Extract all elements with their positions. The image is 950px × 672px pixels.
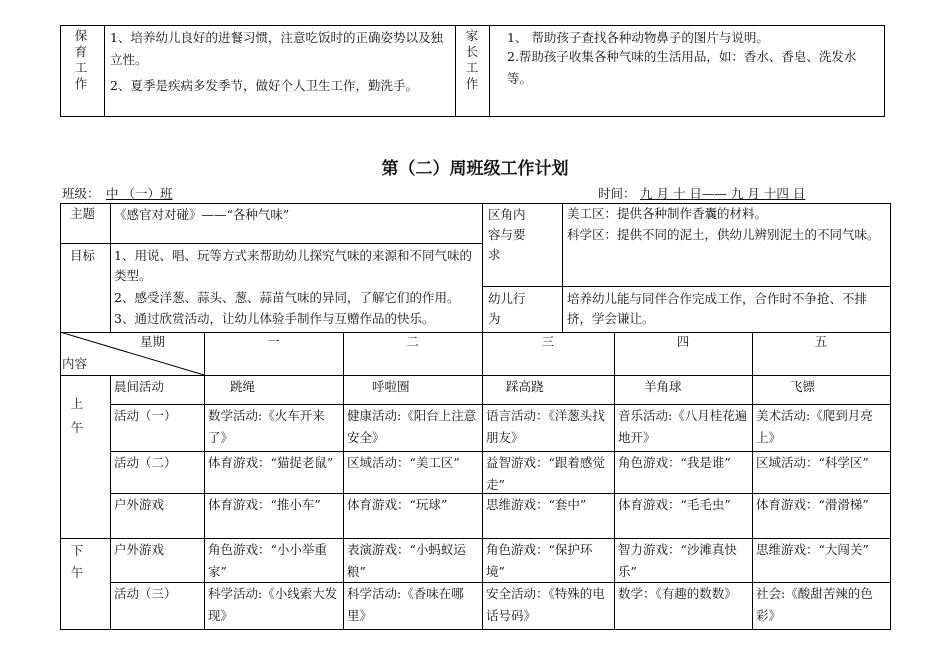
care-work-heading: 保育工作 [74, 28, 88, 91]
border [60, 25, 61, 117]
border [60, 116, 884, 117]
theme-label: 主题 [70, 206, 96, 221]
border [60, 25, 884, 26]
time-value: 九 月 十 日—— 九 月 十四 日 [640, 186, 806, 201]
border [60, 243, 482, 244]
border [482, 286, 890, 287]
schedule-cell: 体育游戏：“推小车” [208, 497, 321, 512]
schedule-cell: 思维游戏：“大闯关” [756, 542, 869, 557]
schedule-cell: 思维游戏：“套中” [486, 497, 587, 512]
care-work-item: 1、培养幼儿良好的进餐习惯，注意吃饭时的正确姿势以及独立性。 [110, 30, 443, 67]
schedule-cell: 体育游戏：“玩球” [347, 497, 448, 512]
border [204, 332, 205, 630]
schedule-cell: 美术活动:《爬到月亮上》 [756, 408, 873, 445]
area-label: 区角内容与要求 [488, 207, 526, 262]
corner-weekday: 星期 [140, 334, 166, 349]
schedule-cell: 音乐活动:《八月桂花遍地开》 [618, 408, 748, 445]
schedule-cell: 踩高跷 [506, 379, 544, 394]
row-label: 户外游戏 [114, 497, 165, 512]
schedule-cell: 健康活动:《阳台上注意安全》 [347, 408, 477, 445]
border [482, 332, 483, 630]
border [890, 332, 891, 630]
day-header: 四 [676, 334, 690, 349]
schedule-cell: 区域活动：“科学区” [756, 455, 869, 470]
schedule-cell: 安全活动：《特殊的电话号码》 [486, 586, 605, 623]
schedule-cell: 角色游戏：“保护环境” [486, 542, 593, 579]
morning-label: 上午 [70, 396, 84, 435]
schedule-cell: 社会:《酸甜苦辣的色彩》 [756, 586, 873, 623]
row-label: 户外游戏 [114, 542, 165, 557]
schedule-cell: 跳绳 [230, 379, 256, 394]
schedule-cell: 智力游戏：“沙滩真快乐” [618, 542, 737, 579]
afternoon-label: 下午 [70, 543, 84, 580]
schedule-cell: 体育游戏：“猫捉老鼠” [208, 455, 334, 470]
page-title: 第（二）周班级工作计划 [381, 159, 569, 179]
schedule-cell: 数学活动:《火车开来了》 [208, 408, 325, 445]
schedule-cell: 科学活动:《小线索大发现》 [208, 586, 338, 623]
row-label: 活动（三） [114, 586, 177, 601]
day-header: 二 [406, 334, 419, 349]
border [489, 25, 490, 117]
corner-content: 内容 [62, 356, 88, 371]
class-value: 中 （一）班 [106, 186, 173, 201]
theme-value: 《感官对对碰》——“各种气味” [114, 207, 290, 222]
schedule-cell: 体育游戏：“滑滑梯” [756, 497, 869, 512]
schedule-cell: 区域活动：“美工区” [347, 455, 460, 470]
schedule-cell: 羊角球 [644, 379, 682, 394]
schedule-cell: 数学：《有趣的数数》 [618, 586, 737, 601]
border [562, 203, 563, 333]
border [110, 203, 111, 333]
goal-item: 2、感受洋葱、蒜头、葱、蒜苗气味的异同，了解它们的作用。 [114, 290, 460, 305]
border [110, 375, 111, 630]
schedule-cell: 体育游戏：“毛毛虫” [618, 497, 731, 512]
area-item: 美工区：提供各种制作香囊的材料。 [567, 206, 768, 221]
area-item: 科学区：提供不同的泥土，供幼儿辨别泥土的不同气味。 [567, 227, 880, 242]
border [60, 332, 61, 630]
schedule-cell: 语言活动：《洋葱头找朋友》 [486, 408, 605, 445]
border [614, 332, 615, 630]
goal-item: 1、用说、唱、玩等方式来帮助幼儿探究气味的来源和不同气味的类型。 [114, 248, 472, 283]
schedule-cell: 表演游戏：“小蚂蚁运粮” [347, 542, 466, 579]
day-header: 一 [267, 334, 280, 349]
border [752, 332, 753, 630]
behavior-value: 培养幼儿能与同伴合作完成工作，合作时不争抢、不排挤，学会谦让。 [567, 291, 868, 326]
goal-label: 目标 [70, 248, 96, 263]
border [482, 203, 483, 333]
border [890, 203, 891, 333]
time-label: 时间： [598, 186, 636, 201]
border [884, 25, 885, 117]
schedule-cell: 益智游戏：“跟着感觉走” [486, 455, 605, 492]
parent-work-heading: 家长工作 [465, 28, 479, 91]
row-label: 活动（二） [114, 455, 177, 470]
schedule-cell: 角色游戏：“我是谁” [618, 455, 731, 470]
row-label: 晨间活动 [114, 379, 165, 394]
schedule-cell: 呼啦圈 [372, 379, 410, 394]
row-label: 活动（一） [114, 408, 177, 423]
parent-work-item: 1、 帮助孩子查找各种动物鼻子的图片与说明。 [507, 30, 769, 45]
border [343, 332, 344, 630]
border [455, 25, 456, 117]
schedule-cell: 飞镖 [790, 379, 816, 394]
parent-work-item: 2.帮助孩子收集各种气味的生活用品，如：香水、香皂、洗发水等。 [507, 49, 857, 86]
border [60, 629, 890, 630]
schedule-cell: 科学活动:《香味在哪里》 [347, 586, 464, 623]
border [60, 203, 61, 333]
day-header: 三 [541, 334, 555, 349]
care-work-item: 2、夏季是疾病多发季节，做好个人卫生工作，勤洗手。 [110, 78, 418, 93]
behavior-label: 幼儿行为 [488, 291, 526, 326]
border [104, 25, 105, 117]
class-label: 班级： [62, 186, 100, 201]
goal-item: 3、通过欣赏活动，让幼儿体验手制作与互赠作品的快乐。 [114, 311, 435, 326]
schedule-cell: 角色游戏：“小小举重家” [208, 542, 327, 579]
day-header: 五 [814, 334, 828, 349]
